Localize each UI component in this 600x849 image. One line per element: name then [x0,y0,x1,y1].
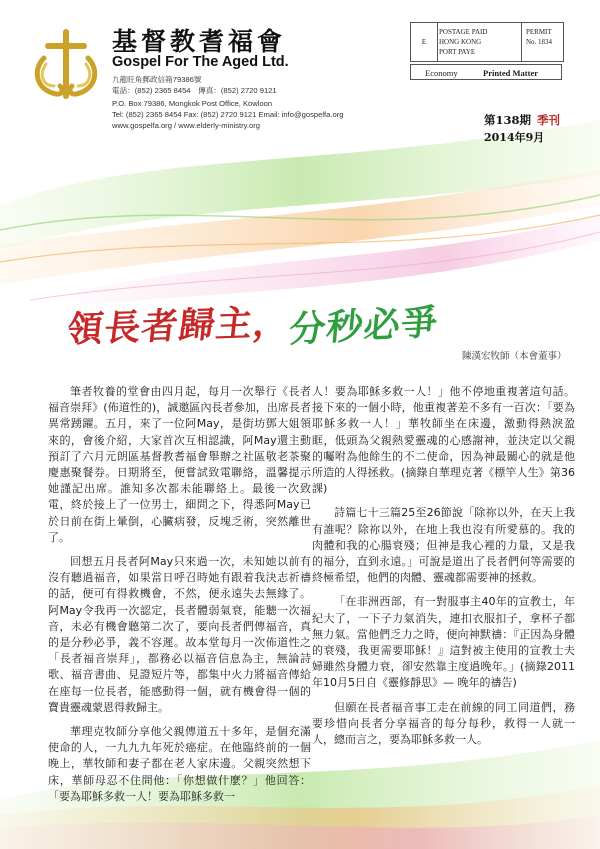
address-chinese: 九龍旺角郵政信箱79386號 [112,75,202,84]
postage-line-1: POSTAGE PAID [439,28,488,36]
article-paragraph: 人！要為耶穌多救一人！」他不停地重複著這句話。接下來的一個小時，他重複著差不多有一百次：「要為耶穌多救一人！」華牧師坐在床邊，激動得熱淚盈眶，低頭為父親熱愛靈魂的心感謝神，並決定以父親的囑咐為他餘生的不二使命，因為神最關心的就是他所造的人得拯救。(摘錄自華理克著《標竿人生》第36課) [312,385,575,496]
issue-date: 2014年9月 [484,131,545,144]
article-column-right [312,384,575,756]
article-paragraph: 詩篇七十三篇25至26節說「除祢以外，在天上我有誰呢？除祢以外，在地上我也沒有所愛慕的。我的肉體和我的心腸衰殘；但神是我心裡的力量，又是我的福分，直到永遠。」可說是道出了長者們何等需要的終極希望，他們的肉體、靈魂都需要神的拯救。 [312,506,575,585]
permit-number: No. 1834 [526,38,553,46]
postage-paid-text [439,27,519,57]
printed-matter-label: Printed Matter [483,68,538,78]
postage-class-letter: E [411,23,438,61]
economy-label: Economy [425,68,458,78]
org-name-english: Gospel For The Aged Ltd. [112,54,289,70]
article-author: 陳漢宏牧師（本會董事） [462,351,567,362]
tel-fax-chinese: 電話：(852) 2365 8454 傳真：(852) 2720 9121 [112,86,277,95]
article-paragraph: 但願在長者福音事工走在前線的同工同道們，務要珍惜向長者分享福音的每分每秒，救得一人就一人，總而言之，要為耶穌多救一人。 [312,700,575,747]
article-title [65,298,441,351]
permit-label: PERMIT [526,28,552,36]
article-paragraph: 「在非洲西部，有一對服事主40年的宣教士，年紀大了，一下子力氣消失，連扣衣服扣子，拿杯子都無力氣。當他們乏力之時，便向神默禱：『正因為身體的衰殘，我更需要耶穌！』這對被主使用的宣教士夫婦雖然身體力衰，卻安然靠主度過晚年。」(摘錄2011年10月5日自《靈修靜思》— 晚年的禱告) [312,595,575,690]
tel-fax-english: Tel: (852) 2365 8454 Fax: (852) 2720 9121 Email: info@gospelfa.org [112,110,344,119]
quarterly-label: 季刊 [537,113,561,127]
mail-class-box [410,64,562,80]
address-english: P.O. Box 79386, Mongkok Post Office, Kowloon [112,99,273,108]
issue-number [484,112,560,128]
article-title-green: 分秒必爭 [287,302,441,351]
article-paragraph: 筆者牧養的堂會由四月起，每月一次舉行《長者福音崇拜》(佈道性的)，誠邀區內長者參加，出席長者異常踴躍。五月，來了一位阿May，是街坊鄧大姐領來的，會後介紹，大家首次互相認識，阿May還主動預訂了六月元朗區基督教耆福會舉辦之社區敬老茶聚慶惠聚餐券。日期將至，便嘗試致電聯絡，溫馨提示她謹記出席。誰知多次都未能聯絡上。最後一次致電，終於接上了一位男士，細問之下，得悉阿May已於日前在街上暈倒，心臟病發，反塊乏術，突然離世了。 [48,385,311,544]
gospel-for-the-aged-logo [26,24,106,104]
postage-line-2: HONG KONG [439,38,482,46]
article-paragraph: 華理克牧師分享他父親傳道五十多年，是個充滿使命的人，一九九九年死於癌症。在他臨終前的一個晚上，華牧師和妻子都在老人家床邊。父親突然想下床，華師母忍不住問他：「你想做什麼？」他回答：「要為耶穌多救一人！要為耶穌多救一 [48,725,311,803]
permit-info [521,23,563,61]
issue-number-text: 第138期 [484,113,532,127]
article-column-left [48,384,311,813]
article-paragraph: 回想五月長者阿May只來過一次，未知她以前有沒有聽過福音，如果當日呼召時她有跟着我決志祈禱的話，便可有得救機會，不然，便永遠失去無緣了。阿May令我再一次認定，長者體弱氣衰，能聽一次福音，未必有機會聽第二次了，要向長者們傳福音，真的是分秒必爭，義不容遲。故本堂每月一次佈道性之「長者福音崇拜」，都務必以福音信息為主，無論詩歌、福音書曲、見證短片等，都集中火力將福音傳給在座每一位長者，能感動得一個，就有機會得一個的寶貴靈魂蒙恩得救歸主。 [48,555,311,714]
postage-line-3: PORT PAYE [439,48,476,56]
websites: www.gospelfa.org / www.elderly-ministry.org [112,121,260,130]
article-title-red: 領長者歸主， [65,302,293,351]
org-name-chinese: 基督教耆福會 [112,27,287,56]
postage-paid-box [410,22,564,62]
